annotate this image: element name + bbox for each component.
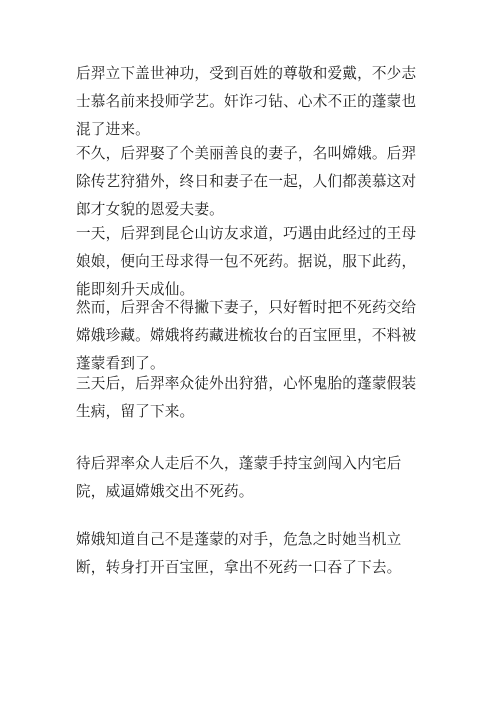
paragraph-7: 嫦娥知道自己不是蓬蒙的对手，危急之时她当机立断，转身打开百宝匣，拿出不死药一口吞了下去。 [76, 531, 402, 576]
paragraph-2: 不久，后羿娶了个美丽善良的妻子，名叫嫦娥。后羿除传艺狩猎外，终日和妻子在一起，人们都羡慕这对郎才女貌的恩爱夫妻。 [76, 145, 417, 218]
paragraph-1: 后羿立下盖世神功，受到百姓的尊敬和爱戴，不少志士慕名前来投师学艺。奸诈刁钻、心术不正的蓬蒙也混了进来。 [76, 65, 417, 138]
paragraph-5: 三天后，后羿率众徒外出狩猎，心怀鬼胎的蓬蒙假装生病，留了下来。 [76, 375, 417, 420]
paragraph-6: 待后羿率众人走后不久，蓬蒙手持宝剑闯入内宅后院，威逼嫦娥交出不死药。 [76, 455, 402, 500]
paragraph-3: 一天，后羿到昆仑山访友求道，巧遇由此经过的王母娘娘，便向王母求得一包不死药。据说，服下此药，能即刻升天成仙。 [76, 225, 417, 298]
paragraph-4: 然而，后羿舍不得撇下妻子，只好暂时把不死药交给嫦娥珍藏。嫦娥将药藏进梳妆台的百宝匣里，不料被蓬蒙看到了。 [76, 299, 417, 372]
